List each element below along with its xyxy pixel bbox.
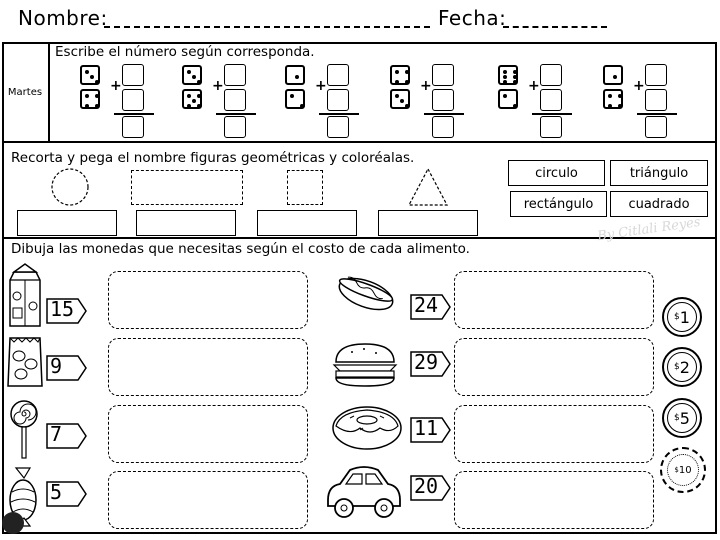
price-value: 9 [50, 354, 63, 378]
price-value: 29 [414, 350, 439, 374]
price-tag [410, 351, 448, 375]
dice-pip [618, 94, 622, 98]
answer-box-triangle[interactable] [378, 210, 478, 236]
plus-sign: + [315, 78, 327, 94]
hamburger-icon [330, 340, 400, 388]
fecha-line[interactable] [503, 10, 607, 28]
dice-icon [390, 89, 410, 109]
coin-10-icon [660, 447, 706, 493]
chips-bag-icon [6, 334, 44, 390]
circle-icon [50, 167, 90, 207]
dice-icon [80, 89, 100, 109]
dice-pip [85, 94, 89, 98]
sum-box[interactable] [327, 116, 349, 138]
rectangle-icon [131, 170, 243, 205]
nombre-line[interactable] [104, 10, 430, 28]
dice-pip [192, 99, 196, 103]
coin-2-icon [662, 347, 702, 387]
plus-sign: + [110, 78, 122, 94]
dice-pip [613, 75, 617, 79]
dice-pip [618, 104, 622, 108]
dice-pip [90, 75, 94, 79]
price-value: 7 [50, 422, 63, 446]
dice-pip [503, 75, 507, 79]
dice-pip [608, 104, 612, 108]
dice-icon [182, 65, 202, 85]
dice-pip [197, 104, 201, 108]
coin-box-hamburger[interactable] [454, 338, 654, 396]
coin-value: 5 [679, 408, 690, 428]
dice-pip [503, 70, 507, 74]
addend-box[interactable] [432, 64, 454, 86]
plus-sign: + [212, 78, 224, 94]
coin-symbol: $ [674, 312, 680, 322]
price-tag [46, 355, 84, 379]
price-value: 15 [50, 297, 75, 321]
dice-pip [85, 70, 89, 74]
fecha-label: Fecha: [438, 6, 507, 30]
dice-pip [95, 104, 99, 108]
coin-box-chips[interactable] [108, 338, 308, 396]
donut-icon [330, 404, 404, 452]
addend-box[interactable] [540, 64, 562, 86]
addend-box[interactable] [122, 64, 144, 86]
dice-pip [513, 80, 517, 84]
coin-box-milk[interactable] [108, 271, 308, 329]
lollipop-icon [8, 398, 40, 460]
dice-pip [187, 70, 191, 74]
dice-pip [395, 94, 399, 98]
sum-line [637, 113, 677, 115]
dice-pip [405, 104, 409, 108]
price-tag [46, 481, 84, 505]
coin-1-icon [662, 297, 702, 337]
price-value: 24 [414, 293, 439, 317]
dice-pip [95, 80, 99, 84]
hot-dog-icon [334, 272, 398, 312]
price-value: 5 [50, 480, 63, 504]
sum-box[interactable] [432, 116, 454, 138]
addend-box[interactable] [122, 89, 144, 111]
coins-instruction: Dibuja las monedas que necesitas según el costo de cada alimento. [11, 241, 470, 257]
word-circulo[interactable]: circulo [508, 160, 605, 186]
coin-box-donut[interactable] [454, 405, 654, 463]
dice-pip [503, 80, 507, 84]
dice-icon [498, 65, 518, 85]
dice-icon [285, 65, 305, 85]
logo [2, 512, 24, 534]
coin-value: 10 [678, 464, 692, 476]
sum-box[interactable] [645, 116, 667, 138]
dice-pip [300, 104, 304, 108]
coin-symbol: $ [674, 362, 680, 372]
coin-box-candy[interactable] [108, 471, 308, 529]
addend-box[interactable] [327, 89, 349, 111]
dice-pip [513, 70, 517, 74]
shapes-instruction: Recorta y pega el nombre figuras geométricas y coloréalas. [11, 150, 415, 166]
coin-5-icon [662, 398, 702, 438]
answer-box-rectangle[interactable] [136, 210, 236, 236]
dice-pip [95, 94, 99, 98]
sum-line [424, 113, 464, 115]
dice-pip [85, 104, 89, 108]
dice-icon [390, 65, 410, 85]
sum-line [216, 113, 256, 115]
dice-pip [503, 94, 507, 98]
dice-pip [395, 80, 399, 84]
dice-icon [182, 89, 202, 109]
word-cuadrado[interactable]: cuadrado [610, 191, 708, 217]
coin-symbol: $ [674, 466, 679, 474]
dice-pip [395, 70, 399, 74]
sum-line [319, 113, 359, 115]
sum-box[interactable] [540, 116, 562, 138]
dice-pip [405, 70, 409, 74]
price-tag [410, 475, 448, 499]
dice-icon [80, 65, 100, 85]
coin-value: 1 [679, 307, 690, 327]
addend-box[interactable] [645, 89, 667, 111]
plus-sign: + [633, 78, 645, 94]
dice-pip [400, 99, 404, 103]
milk-carton-icon [6, 262, 44, 328]
price-tag [46, 423, 84, 447]
sum-box[interactable] [122, 116, 144, 138]
price-tag [46, 298, 84, 322]
coin-box-car[interactable] [454, 471, 654, 529]
dice-icon [603, 89, 623, 109]
square-icon [287, 170, 323, 205]
dice-pip [290, 94, 294, 98]
addend-box[interactable] [224, 89, 246, 111]
dice-pip [187, 104, 191, 108]
dice-pip [513, 104, 517, 108]
answer-box-circle[interactable] [17, 210, 117, 236]
coin-value: 2 [679, 357, 690, 377]
car-icon [324, 462, 404, 520]
price-tag [410, 417, 448, 441]
plus-sign: + [528, 78, 540, 94]
day-label: Martes [2, 42, 50, 143]
addend-box[interactable] [224, 64, 246, 86]
addend-box[interactable] [327, 64, 349, 86]
price-value: 11 [414, 416, 439, 440]
dice-pip [187, 94, 191, 98]
dice-icon [285, 89, 305, 109]
triangle-icon [407, 167, 449, 207]
watermark: By Citlali Reyes [596, 214, 702, 245]
dice-pip [295, 75, 299, 79]
addend-box[interactable] [432, 89, 454, 111]
dice-pip [608, 94, 612, 98]
dice-icon [498, 89, 518, 109]
dice-pip [197, 94, 201, 98]
price-value: 20 [414, 474, 439, 498]
dice-icon [603, 65, 623, 85]
answer-box-square[interactable] [257, 210, 357, 236]
coin-box-lollipop[interactable] [108, 405, 308, 463]
plus-sign: + [420, 78, 432, 94]
nombre-label: Nombre: [18, 6, 108, 30]
coin-symbol: $ [674, 413, 680, 423]
dice-instruction: Escribe el número según corresponda. [55, 44, 315, 60]
word-triangulo[interactable]: triángulo [610, 160, 708, 186]
dice-pip [197, 80, 201, 84]
dice-pip [513, 75, 517, 79]
dice-pip [192, 75, 196, 79]
coin-box-hotdog[interactable] [454, 271, 654, 329]
word-rectangulo[interactable]: rectángulo [510, 191, 607, 217]
price-tag [410, 294, 448, 318]
addend-box[interactable] [540, 89, 562, 111]
sum-line [532, 113, 572, 115]
addend-box[interactable] [645, 64, 667, 86]
sum-line [114, 113, 154, 115]
sum-box[interactable] [224, 116, 246, 138]
dice-pip [405, 80, 409, 84]
